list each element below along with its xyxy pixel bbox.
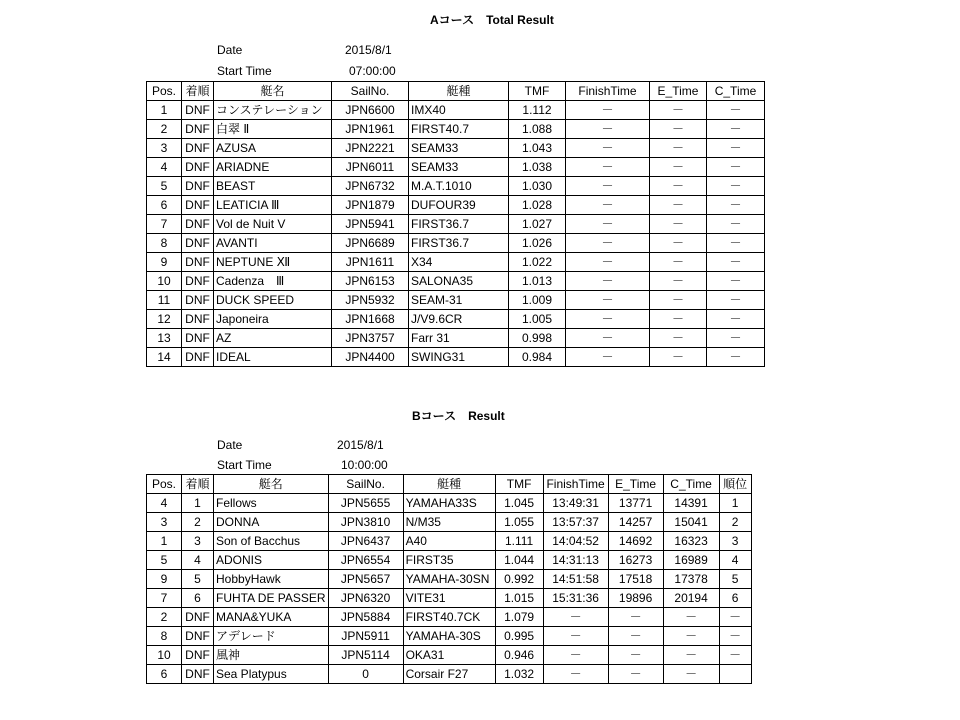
- table-cell: JPN5911: [328, 627, 403, 646]
- table-cell: －: [566, 234, 650, 253]
- table-cell: －: [707, 139, 765, 158]
- table-cell: Son of Bacchus: [214, 532, 329, 551]
- table-cell: －: [566, 120, 650, 139]
- table-cell: －: [566, 291, 650, 310]
- table-cell: 1: [719, 494, 751, 513]
- table-row: [147, 627, 752, 646]
- table-cell: 1.055: [495, 513, 543, 532]
- table-cell: 16273: [608, 551, 663, 570]
- column-header: Pos.: [147, 475, 182, 494]
- table-cell: －: [650, 120, 707, 139]
- table-cell: 10: [147, 272, 182, 291]
- table-cell: YAMAHA33S: [403, 494, 495, 513]
- table-cell: Sea Platypus: [214, 665, 329, 684]
- table-cell: 4: [182, 551, 214, 570]
- table-cell: －: [707, 196, 765, 215]
- table-cell: －: [707, 158, 765, 177]
- table-cell: JPN2221: [332, 139, 409, 158]
- column-header: C_Time: [707, 82, 765, 101]
- table-cell: 1.009: [509, 291, 566, 310]
- table-cell: ADONIS: [214, 551, 329, 570]
- table-cell: －: [707, 120, 765, 139]
- table-row: [147, 234, 765, 253]
- table-row: [147, 513, 752, 532]
- table-cell: 13771: [608, 494, 663, 513]
- table-row: [147, 532, 752, 551]
- table-row: [147, 196, 765, 215]
- table-cell: M.A.T.1010: [409, 177, 509, 196]
- table-cell: 1.112: [509, 101, 566, 120]
- table-row: [147, 551, 752, 570]
- table-cell: DONNA: [214, 513, 329, 532]
- table-cell: JPN4400: [332, 348, 409, 367]
- table-cell: 14692: [608, 532, 663, 551]
- table-cell: JPN5884: [328, 608, 403, 627]
- table-cell: －: [566, 215, 650, 234]
- table-cell: 14257: [608, 513, 663, 532]
- table-cell: －: [707, 272, 765, 291]
- table-cell: －: [707, 291, 765, 310]
- table-cell: 9: [147, 570, 182, 589]
- table-cell: －: [650, 329, 707, 348]
- table-cell: SEAM-31: [409, 291, 509, 310]
- table-cell: JPN3757: [332, 329, 409, 348]
- table-cell: －: [608, 665, 663, 684]
- table-cell: －: [663, 665, 719, 684]
- table-cell: DUFOUR39: [409, 196, 509, 215]
- table-cell: FIRST36.7: [409, 215, 509, 234]
- table-cell: FIRST40.7: [409, 120, 509, 139]
- table-cell: DNF: [182, 627, 214, 646]
- table-cell: JPN5655: [328, 494, 403, 513]
- table-cell: 15:31:36: [543, 589, 608, 608]
- table-cell: DNF: [182, 665, 214, 684]
- table-cell: DNF: [182, 215, 214, 234]
- table-cell: FIRST35: [403, 551, 495, 570]
- table-cell: Fellows: [214, 494, 329, 513]
- table-cell: 1.043: [509, 139, 566, 158]
- table-cell: －: [608, 608, 663, 627]
- table-cell: －: [650, 291, 707, 310]
- table-cell: 8: [147, 627, 182, 646]
- table-cell: JPN1879: [332, 196, 409, 215]
- table-cell: 16989: [663, 551, 719, 570]
- table-cell: －: [663, 608, 719, 627]
- column-header: 順位: [719, 475, 751, 494]
- table-cell: 1.088: [509, 120, 566, 139]
- table-cell: －: [650, 139, 707, 158]
- table-cell: X34: [409, 253, 509, 272]
- table-cell: JPN6011: [332, 158, 409, 177]
- section-a-start-label: Start Time: [217, 64, 272, 78]
- table-row: [147, 329, 765, 348]
- table-cell: DUCK SPEED: [214, 291, 332, 310]
- section-b-date-label: Date: [217, 438, 243, 452]
- table-cell: 19896: [608, 589, 663, 608]
- table-cell: 1.044: [495, 551, 543, 570]
- table-cell: J/V9.6CR: [409, 310, 509, 329]
- table-cell: YAMAHA-30SN: [403, 570, 495, 589]
- table-cell: －: [707, 215, 765, 234]
- table-cell: －: [566, 310, 650, 329]
- table-cell: DNF: [182, 310, 214, 329]
- table-cell: FUHTA DE PASSER: [214, 589, 329, 608]
- table-cell: FIRST36.7: [409, 234, 509, 253]
- table-cell: －: [707, 348, 765, 367]
- table-cell: 1.032: [495, 665, 543, 684]
- table-cell: －: [650, 253, 707, 272]
- section-a-date-value: 2015/8/1: [345, 43, 392, 57]
- table-cell: DNF: [182, 101, 214, 120]
- table-row: [147, 120, 765, 139]
- table-row: [147, 177, 765, 196]
- table-row: [147, 291, 765, 310]
- table-cell: －: [566, 101, 650, 120]
- table-cell: Farr 31: [409, 329, 509, 348]
- table-row: [147, 101, 765, 120]
- table-cell: －: [719, 608, 751, 627]
- table-cell: 3: [147, 139, 182, 158]
- column-header: SailNo.: [332, 82, 409, 101]
- table-cell: 2: [719, 513, 751, 532]
- table-cell: 風神: [214, 646, 329, 665]
- table-cell: 0.995: [495, 627, 543, 646]
- table-cell: 1.111: [495, 532, 543, 551]
- section-a-date-label: Date: [217, 43, 243, 57]
- table-cell: Vol de Nuit V: [214, 215, 332, 234]
- column-header: FinishTime: [566, 82, 650, 101]
- table-row: [147, 665, 752, 684]
- table-cell: 1.027: [509, 215, 566, 234]
- table-cell: －: [543, 608, 608, 627]
- table-cell: 1.028: [509, 196, 566, 215]
- table-cell: 1.013: [509, 272, 566, 291]
- table-cell: 8: [147, 234, 182, 253]
- table-cell: －: [707, 177, 765, 196]
- table-cell: [719, 665, 751, 684]
- table-cell: －: [566, 196, 650, 215]
- table-cell: コンステレーション: [214, 101, 332, 120]
- table-cell: 1.022: [509, 253, 566, 272]
- table-cell: 1: [147, 101, 182, 120]
- table-cell: －: [566, 329, 650, 348]
- table-cell: 7: [147, 215, 182, 234]
- table-cell: －: [608, 627, 663, 646]
- column-header: TMF: [509, 82, 566, 101]
- table-cell: 1.030: [509, 177, 566, 196]
- table-cell: 4: [147, 158, 182, 177]
- table-cell: DNF: [182, 608, 214, 627]
- table-cell: 14:04:52: [543, 532, 608, 551]
- table-cell: －: [719, 646, 751, 665]
- table-cell: Japoneira: [214, 310, 332, 329]
- table-cell: 3: [719, 532, 751, 551]
- table-cell: －: [650, 158, 707, 177]
- table-cell: 15041: [663, 513, 719, 532]
- table-row: [147, 215, 765, 234]
- table-cell: 20194: [663, 589, 719, 608]
- table-cell: BEAST: [214, 177, 332, 196]
- table-cell: DNF: [182, 234, 214, 253]
- table-cell: 5: [147, 177, 182, 196]
- column-header: 艇名: [214, 475, 329, 494]
- table-cell: SEAM33: [409, 139, 509, 158]
- table-cell: －: [650, 177, 707, 196]
- column-header: Pos.: [147, 82, 182, 101]
- table-cell: LEATICIA Ⅲ: [214, 196, 332, 215]
- table-cell: IDEAL: [214, 348, 332, 367]
- table-cell: －: [566, 139, 650, 158]
- table-cell: JPN6689: [332, 234, 409, 253]
- table-cell: 1.045: [495, 494, 543, 513]
- section-a-start-value: 07:00:00: [349, 64, 396, 78]
- column-header: 艇種: [409, 82, 509, 101]
- table-cell: DNF: [182, 272, 214, 291]
- column-header: SailNo.: [328, 475, 403, 494]
- column-header: TMF: [495, 475, 543, 494]
- table-cell: －: [543, 665, 608, 684]
- table-cell: －: [663, 646, 719, 665]
- table-cell: 4: [147, 494, 182, 513]
- table-cell: 17518: [608, 570, 663, 589]
- column-header: FinishTime: [543, 475, 608, 494]
- table-cell: SEAM33: [409, 158, 509, 177]
- table-cell: JPN5941: [332, 215, 409, 234]
- table-cell: 0: [328, 665, 403, 684]
- table-cell: 10: [147, 646, 182, 665]
- table-cell: －: [650, 348, 707, 367]
- table-cell: VITE31: [403, 589, 495, 608]
- table-row: [147, 494, 752, 513]
- table-cell: DNF: [182, 196, 214, 215]
- table-cell: －: [566, 253, 650, 272]
- table-cell: 16323: [663, 532, 719, 551]
- table-cell: DNF: [182, 646, 214, 665]
- table-row: [147, 646, 752, 665]
- table-cell: JPN6732: [332, 177, 409, 196]
- table-cell: Cadenza Ⅲ: [214, 272, 332, 291]
- table-cell: 1.026: [509, 234, 566, 253]
- table-row: [147, 608, 752, 627]
- section-b-start-label: Start Time: [217, 458, 272, 472]
- table-cell: JPN5114: [328, 646, 403, 665]
- table-cell: JPN5932: [332, 291, 409, 310]
- table-cell: 4: [719, 551, 751, 570]
- table-cell: 5: [182, 570, 214, 589]
- table-cell: 14391: [663, 494, 719, 513]
- table-cell: 7: [147, 589, 182, 608]
- table-cell: 14:51:58: [543, 570, 608, 589]
- table-cell: NEPTUNE Ⅻ: [214, 253, 332, 272]
- table-header-row: [147, 82, 765, 101]
- table-cell: 6: [147, 665, 182, 684]
- table-cell: N/M35: [403, 513, 495, 532]
- table-cell: A40: [403, 532, 495, 551]
- table-cell: 9: [147, 253, 182, 272]
- table-cell: －: [650, 196, 707, 215]
- table-cell: －: [566, 272, 650, 291]
- table-cell: －: [650, 310, 707, 329]
- table-cell: 2: [182, 513, 214, 532]
- table-cell: JPN5657: [328, 570, 403, 589]
- table-cell: MANA&YUKA: [214, 608, 329, 627]
- table-cell: Corsair F27: [403, 665, 495, 684]
- table-cell: 0.992: [495, 570, 543, 589]
- table-cell: －: [650, 272, 707, 291]
- table-cell: 14:31:13: [543, 551, 608, 570]
- table-cell: －: [707, 329, 765, 348]
- table-cell: JPN3810: [328, 513, 403, 532]
- table-cell: 1.015: [495, 589, 543, 608]
- table-cell: ARIADNE: [214, 158, 332, 177]
- table-cell: IMX40: [409, 101, 509, 120]
- table-cell: 14: [147, 348, 182, 367]
- table-cell: －: [707, 253, 765, 272]
- table-cell: 1: [147, 532, 182, 551]
- table-header-row: [147, 475, 752, 494]
- column-header: 着順: [182, 82, 214, 101]
- table-cell: 1.038: [509, 158, 566, 177]
- table-cell: DNF: [182, 139, 214, 158]
- table-cell: 17378: [663, 570, 719, 589]
- table-cell: 13:49:31: [543, 494, 608, 513]
- table-cell: JPN6554: [328, 551, 403, 570]
- table-cell: JPN6437: [328, 532, 403, 551]
- column-header: 着順: [182, 475, 214, 494]
- table-row: [147, 158, 765, 177]
- table-cell: JPN1611: [332, 253, 409, 272]
- table-cell: 6: [182, 589, 214, 608]
- table-cell: －: [650, 101, 707, 120]
- table-cell: 白翠 Ⅱ: [214, 120, 332, 139]
- section-b-start-value: 10:00:00: [341, 458, 388, 472]
- table-cell: －: [543, 627, 608, 646]
- table-cell: JPN6320: [328, 589, 403, 608]
- table-cell: DNF: [182, 177, 214, 196]
- table-cell: DNF: [182, 253, 214, 272]
- section-b-title: Bコース Result: [412, 409, 505, 423]
- section-a-results-table: [146, 81, 765, 367]
- section-b-date-value: 2015/8/1: [337, 438, 384, 452]
- table-cell: 3: [147, 513, 182, 532]
- column-header: E_Time: [608, 475, 663, 494]
- table-cell: －: [707, 234, 765, 253]
- table-cell: 1.005: [509, 310, 566, 329]
- column-header: E_Time: [650, 82, 707, 101]
- table-cell: 0.984: [509, 348, 566, 367]
- table-cell: DNF: [182, 120, 214, 139]
- table-row: [147, 272, 765, 291]
- table-cell: 6: [719, 589, 751, 608]
- table-cell: －: [543, 646, 608, 665]
- table-cell: －: [707, 101, 765, 120]
- table-cell: DNF: [182, 291, 214, 310]
- table-cell: アデレード: [214, 627, 329, 646]
- table-row: [147, 139, 765, 158]
- table-cell: HobbyHawk: [214, 570, 329, 589]
- table-cell: －: [566, 177, 650, 196]
- column-header: 艇種: [403, 475, 495, 494]
- table-cell: JPN1961: [332, 120, 409, 139]
- table-row: [147, 253, 765, 272]
- table-cell: －: [719, 627, 751, 646]
- table-cell: 6: [147, 196, 182, 215]
- table-cell: －: [707, 310, 765, 329]
- table-cell: 12: [147, 310, 182, 329]
- table-cell: 13: [147, 329, 182, 348]
- table-cell: 0.946: [495, 646, 543, 665]
- table-cell: AVANTI: [214, 234, 332, 253]
- column-header: C_Time: [663, 475, 719, 494]
- table-cell: －: [608, 646, 663, 665]
- table-row: [147, 570, 752, 589]
- table-cell: OKA31: [403, 646, 495, 665]
- section-a-title: Aコース Total Result: [430, 13, 554, 27]
- table-cell: －: [566, 158, 650, 177]
- table-cell: 5: [147, 551, 182, 570]
- table-cell: －: [650, 234, 707, 253]
- table-cell: －: [566, 348, 650, 367]
- table-cell: 2: [147, 120, 182, 139]
- table-cell: SALONA35: [409, 272, 509, 291]
- table-cell: FIRST40.7CK: [403, 608, 495, 627]
- table-cell: －: [663, 627, 719, 646]
- table-cell: 3: [182, 532, 214, 551]
- table-cell: 5: [719, 570, 751, 589]
- table-row: [147, 589, 752, 608]
- table-row: [147, 310, 765, 329]
- table-cell: －: [650, 215, 707, 234]
- table-cell: AZUSA: [214, 139, 332, 158]
- table-cell: YAMAHA-30S: [403, 627, 495, 646]
- table-cell: DNF: [182, 158, 214, 177]
- table-cell: SWING31: [409, 348, 509, 367]
- table-cell: 13:57:37: [543, 513, 608, 532]
- table-cell: 1: [182, 494, 214, 513]
- column-header: 艇名: [214, 82, 332, 101]
- table-cell: 2: [147, 608, 182, 627]
- table-cell: 11: [147, 291, 182, 310]
- table-cell: 1.079: [495, 608, 543, 627]
- table-cell: JPN1668: [332, 310, 409, 329]
- table-cell: AZ: [214, 329, 332, 348]
- table-cell: JPN6600: [332, 101, 409, 120]
- table-cell: JPN6153: [332, 272, 409, 291]
- section-b-results-table: [146, 474, 752, 684]
- table-cell: DNF: [182, 329, 214, 348]
- table-cell: 0.998: [509, 329, 566, 348]
- table-row: [147, 348, 765, 367]
- table-cell: DNF: [182, 348, 214, 367]
